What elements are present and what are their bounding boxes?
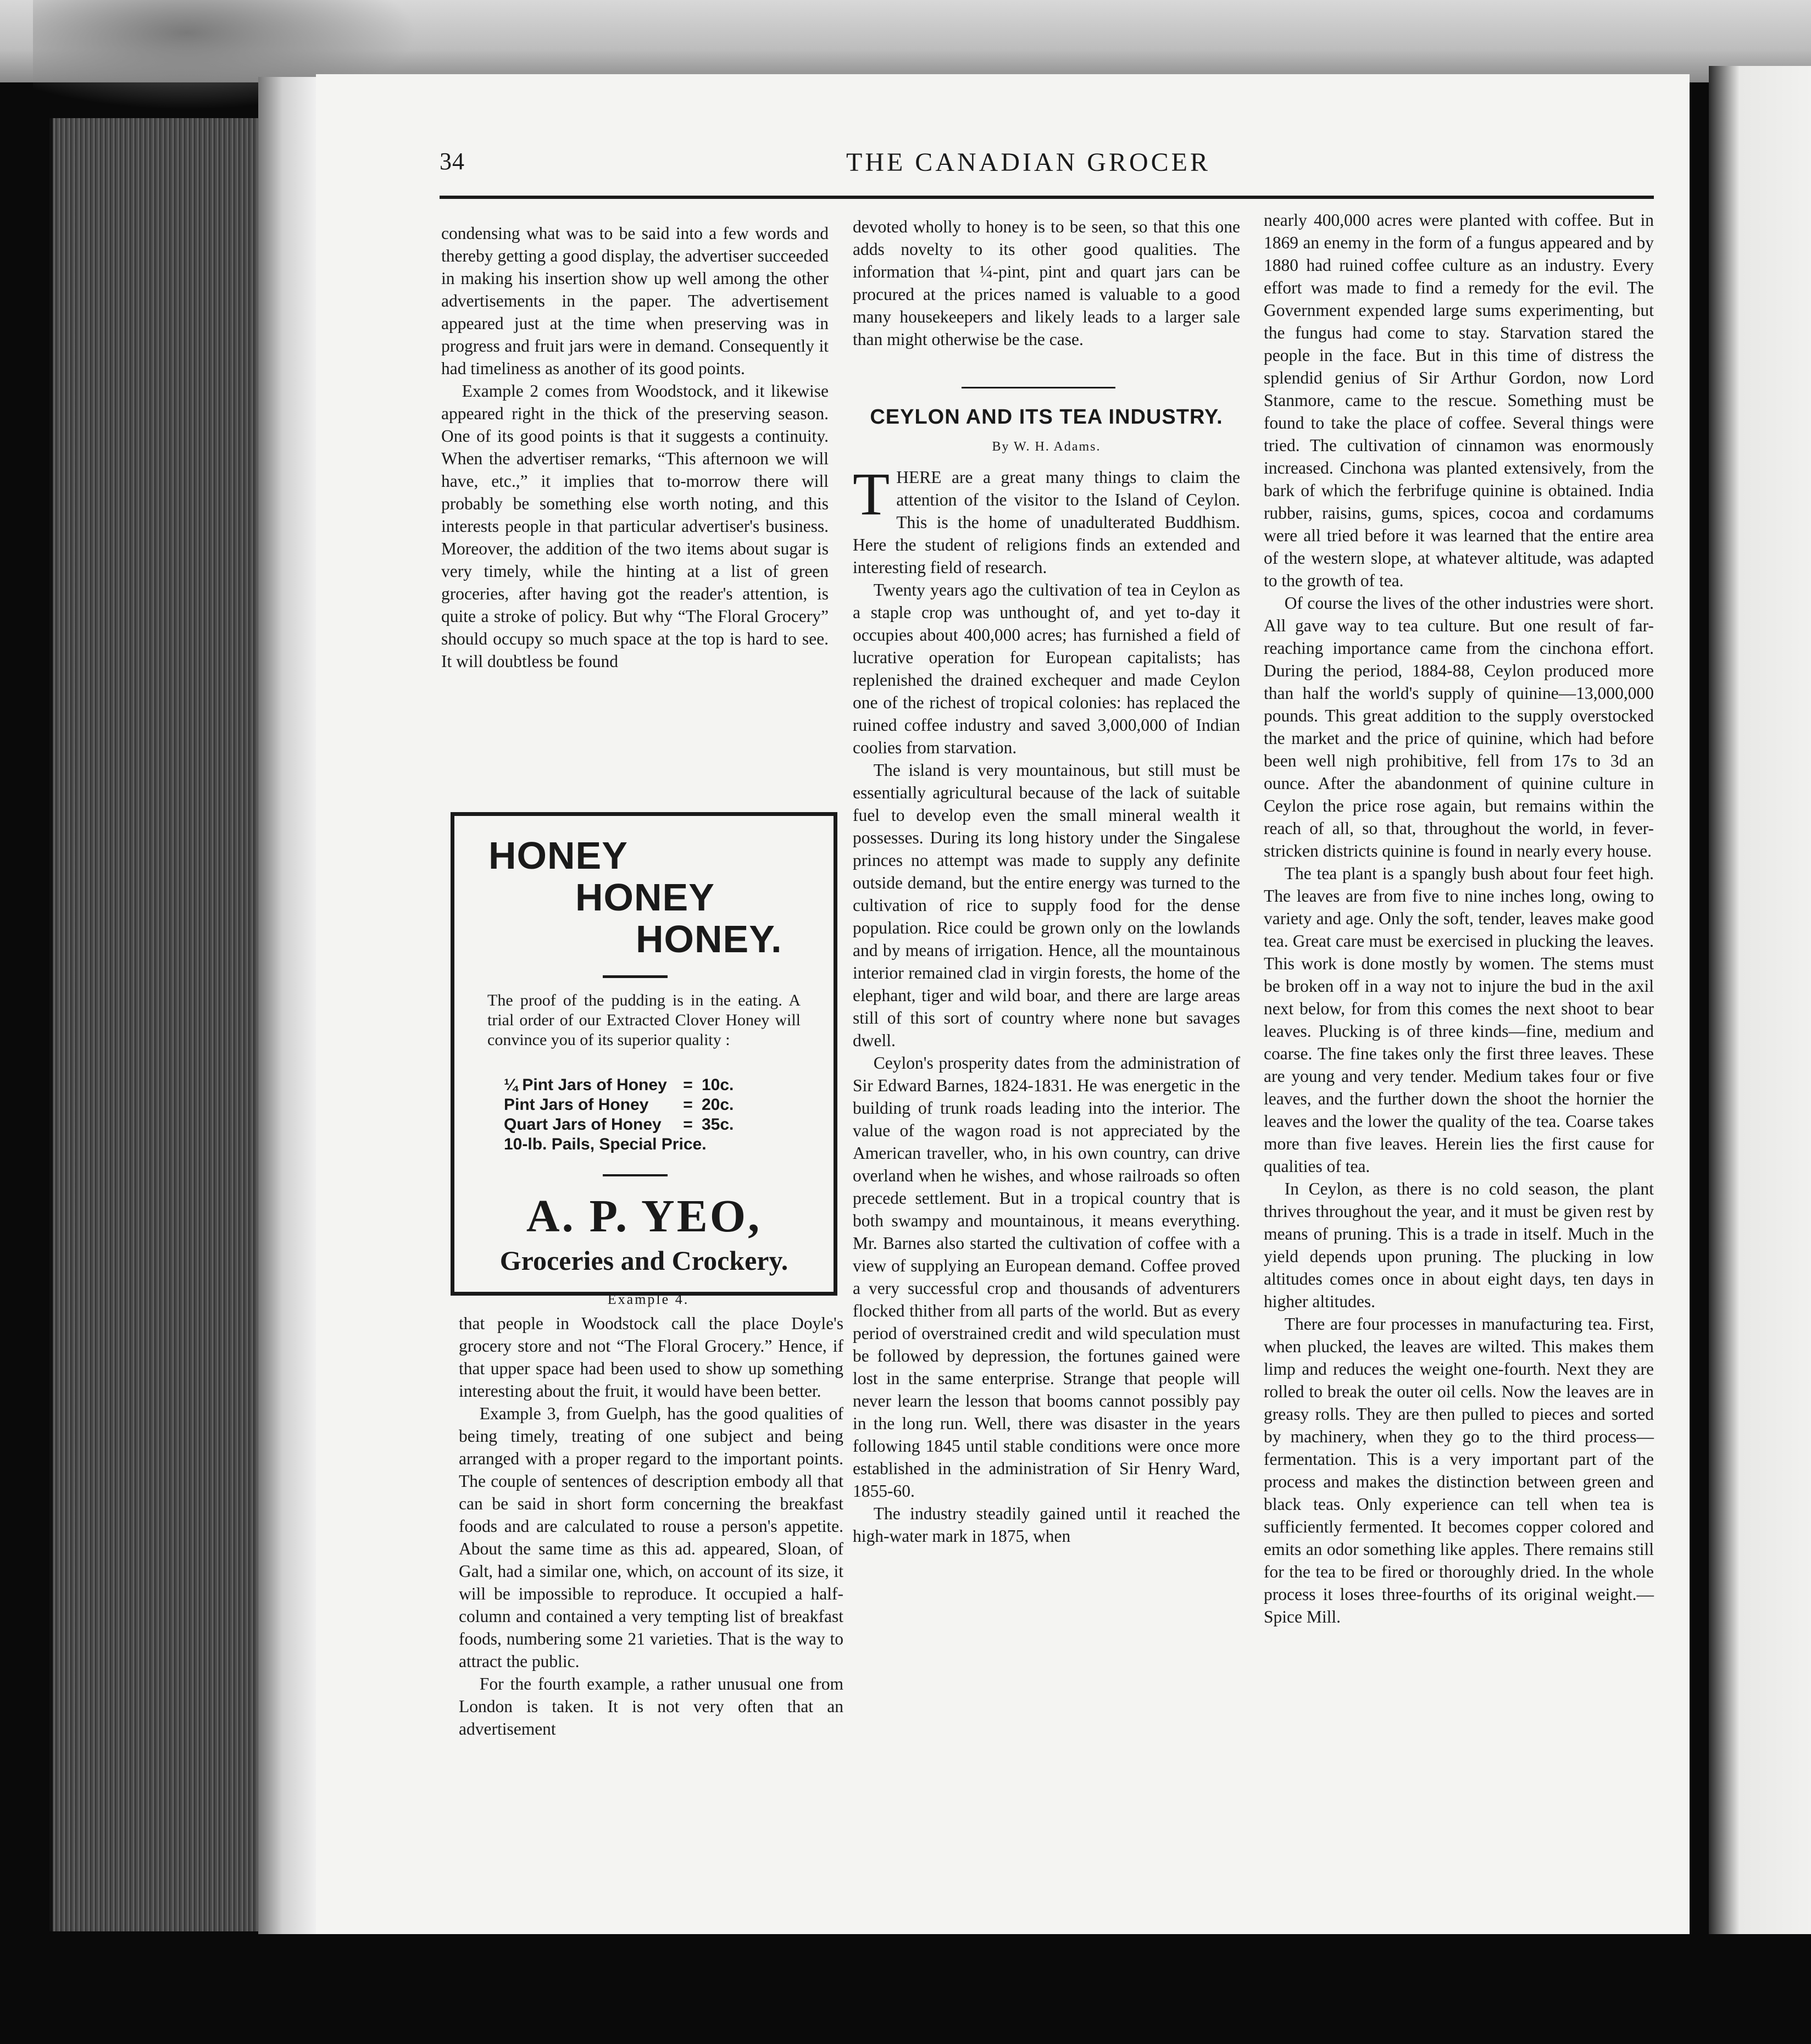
ad-caption: Example 4. bbox=[607, 1291, 690, 1307]
paragraph: The island is very mountainous, but still must be essentially agricultural because of the lack of suitable fuel to develop even the small mineral wealth it possesses. During its long history under the Singalese princes no attempt was made to supply any definite outside demand, but the entire energy was turned to the cultivation of rice to supply food for the dense population. Rice could be grown only on the lowlands and by means of irrigation. Hence, all the mountainous interior remained clad in virgin forests, the home of the elephant, tiger and wild boar, and there are large areas still of this sort of country where none but savages dwell. bbox=[853, 760, 1240, 1050]
column-2-top bbox=[853, 215, 1240, 351]
paragraph: In Ceylon, as there is no cold season, the plant thrives throughout the year, and it must be given rest by means of pruning. This is a trade in itself. Much in the yield depends upon pruning. The plucking in low altitudes comes once in about eight days, ten days in higher altitudes. bbox=[1264, 1179, 1654, 1311]
price-equals: = bbox=[683, 1115, 693, 1134]
paragraph: Of course the lives of the other industries were short. All gave way to tea culture. But one result of far-reaching importance came from the cinchona effort. During the period, 1884-88, Ceylon produced more than half the world's supply of quinine—13,000,000 pounds. This great addition to the supply overstocked the market and the price of quinine, which had before been well nigh prohibitive, fell from 17s to 3d an ounce. After the abandonment of quinine culture in Ceylon the price rose again, but remains within the reach of all, so that, throughout the world, in fever-stricken districts quinine is found in nearly every house. bbox=[1264, 593, 1654, 860]
price-row bbox=[504, 1115, 790, 1135]
ad-heading: HONEY. bbox=[636, 918, 782, 960]
price-item: Quart Jars of Honey bbox=[504, 1115, 662, 1134]
paragraph: devoted wholly to honey is to be seen, so that this one adds novelty to its other good qualities. The information that ¼-pint, pint and quart jars can be procured at the prices named is valuable to a good many housekeepers and likely leads to a larger sale than might otherwise be the case. bbox=[853, 217, 1240, 349]
column-3 bbox=[1264, 209, 1654, 1628]
ad-price-list bbox=[504, 1075, 790, 1154]
page-number: 34 bbox=[440, 148, 465, 175]
column-2-article bbox=[853, 460, 1240, 1547]
price-value: 20c. bbox=[702, 1096, 734, 1114]
price-value: 10c. bbox=[702, 1076, 734, 1094]
paragraph: The industry steadily gained until it reached the high-water mark in 1875, when bbox=[853, 1504, 1240, 1546]
article-title: CEYLON AND ITS TEA INDUSTRY. bbox=[870, 406, 1223, 429]
price-item: Pint Jars of Honey bbox=[504, 1096, 649, 1114]
price-item: ¼ Pint Jars of Honey bbox=[504, 1076, 667, 1094]
price-equals: = bbox=[683, 1096, 693, 1114]
paragraph: condensing what was to be said into a few words and thereby getting a good display, the advertiser succeeded in making his insertion show up well among the other advertisements in the paper. The advertisement appeared just at the time when preserving was in progress and fruit jars were in demand. Consequently it had timeliness as another of its good points. bbox=[441, 224, 829, 378]
ad-heading: HONEY bbox=[488, 834, 628, 877]
ad-divider bbox=[603, 1174, 668, 1176]
paragraph: The tea plant is a spangly bush about four feet high. The leaves are from five to nine inches long, owing to variety and age. Only the soft, tender, leaves make good tea. Great care must be exercised in plucking the leaves. This work is done mostly by women. The stems must be broken off in a way not to injure the bud in the axil next below, for from this comes the next shoot to bear leaves. Plucking is of three kinds—fine, medium and coarse. The fine takes only the first three leaves. These are young and very tender. Medium takes four or five leaves, and the further down the shoot the hornier the leaves and the lower the quality of the tea. Coarse takes more than five leaves. Herein lies the first cause for qualities of tea. bbox=[1264, 864, 1654, 1176]
paragraph: Example 2 comes from Woodstock, and it likewise appeared right in the thick of the preserving season. One of its good points is that it suggests a continuity. When the advertiser remarks, “This afternoon we will have, etc.,” it implies that to-morrow there will probably be something else worth noting, and this interests people in that particular advertiser's business. Moreover, the addition of the two items about sugar is very timely, while the hinting at a list of green groceries, after having got the reader's attention, is quite a stroke of policy. But why “The Floral Grocery” should occupy so much space at the top is hard to see. It will doubtless be found bbox=[441, 381, 829, 671]
price-row bbox=[504, 1095, 790, 1115]
article-lead-paragraph bbox=[853, 460, 1240, 579]
price-item: 10-lb. Pails, Special Price. bbox=[504, 1135, 707, 1153]
price-row bbox=[504, 1135, 790, 1154]
honey-advertisement bbox=[451, 812, 837, 1296]
next-page-edge bbox=[1709, 66, 1811, 1934]
price-equals: = bbox=[683, 1076, 693, 1094]
article-byline: By W. H. Adams. bbox=[992, 440, 1101, 454]
ad-heading: HONEY bbox=[575, 876, 715, 919]
paragraph: There are four processes in manufacturing tea. First, when plucked, the leaves are wilted. This makes them limp and reduces the weight one-fourth. Next they are rolled to break the outer oil cells. Now the leaves are in greasy rolls. They are then pulled to pieces and sorted by machinery, when they go to the third process—fermentation. This is a very important part of the process and makes the distinction between green and black teas. Only experience can tell when tea is sufficiently fermented. It becomes copper colored and emits an odor something like apples. There remains still for the tea to be fired or thoroughly dried. In the whole process it loses three-fourths of its original weight.—Spice Mill. bbox=[1264, 1314, 1654, 1626]
paragraph: nearly 400,000 acres were planted with coffee. But in 1869 an enemy in the form of a fungus appeared and by 1880 had ruined coffee culture as an industry. Every effort was made to find a remedy for the evil. The Government expended large sums experimenting, but the fungus had come to stay. Starvation stared the people in the face. But in this time of distress the splendid genius of Sir Arthur Gordon, now Lord Stanmore, came to the rescue. Something must be found to take the place of coffee. Several things were tried. The cultivation of cinnamon was enormously increased. Cinchona was planted extensively, from the bark of which the ferbrifuge quinine is obtained. India rubber, raisins, gums, spices, cocoa and cordamums were all tried before it was learned that the entire area of the western slope, at whatever altitude, was adapted to the growth of tea. bbox=[1264, 210, 1654, 590]
paragraph: For the fourth example, a rather unusual one from London is taken. It is not very often that an advertisement bbox=[459, 1674, 843, 1738]
paragraph: that people in Woodstock call the place Doyle's grocery store and not “The Floral Grocery.” Hence, if that upper space had been used to show up something interesting about the fruit, it would have been better. bbox=[459, 1314, 843, 1401]
ad-intro: The proof of the pudding is in the eating. A trial order of our Extracted Clover Honey will convince you of its superior quality : bbox=[487, 991, 801, 1049]
paragraph: Ceylon's prosperity dates from the administration of Sir Edward Barnes, 1824-1831. He was energetic in the building of trunk roads leading into the interior. The value of the wagon road is not appreciated by the American traveller, who, in his own country, can drive overland when he wishes, and whose railroads so often precede settlement. But in a tropical country that is both swampy and mountainous, it means everything. Mr. Barnes also started the cultivation of coffee with a view of supplying an European demand. Coffee proved a very successful crop and thousands of adventurers flocked thither from all parts of the world. But as every period of overstrained credit and wild speculation must be followed by depression, the fortunes gained were lost in the same enterprise. Strange that people will never learn the lesson that booms cannot possibly pay in the long run. Well, there was disaster in the years following 1845 until stable conditions were once more established in the administration of Sir Henry Ward, 1855-60. bbox=[853, 1053, 1240, 1501]
drop-cap: T bbox=[853, 460, 890, 527]
article-divider bbox=[962, 387, 1115, 388]
book-gutter bbox=[258, 77, 319, 1934]
ad-divider bbox=[603, 975, 668, 978]
lead-text: HERE are a great many things to claim the attention of the visitor to the Island of Ceylon. This is the home of unadulterated Buddhism. Here the student of religions finds an extended and interesting field of research. bbox=[853, 468, 1240, 577]
column-1-top bbox=[441, 222, 829, 673]
column-1-bottom bbox=[459, 1312, 843, 1740]
header-rule bbox=[440, 196, 1654, 199]
price-value: 35c. bbox=[702, 1115, 734, 1134]
paragraph: Example 3, from Guelph, has the good qualities of being timely, treating of one subject and being arranged with a proper regard to the important points. The couple of sentences of description embody all that can be said in short form concerning the breakfast foods and are calculated to rouse a person's appetite. About the same time as this ad. appeared, Sloan, of Galt, had a similar one, which, on account of its size, it will be impossible to reproduce. It occupied a half-column and contained a very tempting list of breakfast foods, numbering some 21 varieties. That is the way to attract the public. bbox=[459, 1404, 843, 1671]
masthead: THE CANADIAN GROCER bbox=[846, 148, 1210, 177]
ad-merchant-name: A. P. YEO, bbox=[526, 1191, 762, 1242]
ad-business-line: Groceries and Crockery. bbox=[499, 1245, 788, 1276]
paragraph: Twenty years ago the cultivation of tea in Ceylon as a staple crop was unthought of, and yet to-day it occupies about 400,000 acres; has furnished a field of lucrative operation for European capitalists; has replenished the drained exchequer and made Ceylon one of the richest of tropical colonies: has replaced the ruined coffee industry and saved 3,000,000 of Indian coolies from starvation. bbox=[853, 580, 1240, 757]
price-row bbox=[504, 1075, 790, 1095]
